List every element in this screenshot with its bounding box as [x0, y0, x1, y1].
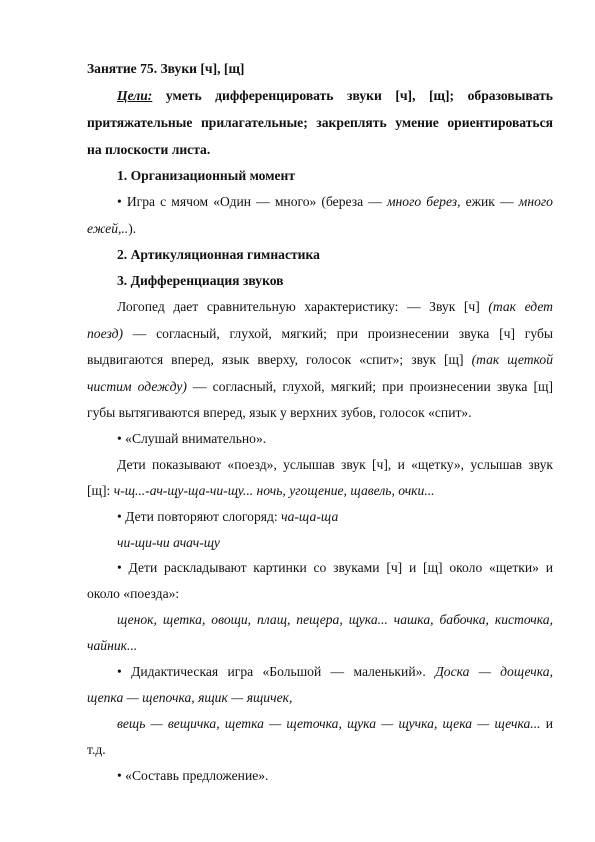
- compose-sentence: • «Составь предложение».: [117, 768, 269, 783]
- goals-line-2: притяжательные прилагательные; закреплять умение ориентироваться: [87, 115, 553, 130]
- words-line-2: чайник...: [87, 638, 138, 653]
- characteristic-line-2: поезд) — согласный, глухой, мягкий; при произнесении звука [ч] губы: [87, 326, 553, 341]
- show-line-1: Дети показывают «поезд», услышав звук [ч], и «щетку», услышав звук: [117, 457, 553, 472]
- goals-label: Цели:: [117, 88, 153, 103]
- goals-line-1: Цели: уметь дифференцировать звуки [ч], [щ]; образовывать: [117, 88, 553, 103]
- lesson-title: Занятие 75. Звуки [ч], [щ]: [87, 61, 245, 76]
- pictures-line-2: около «поезда»:: [87, 586, 180, 601]
- words-line-1: щенок, щетка, овощи, плащ, пещера, щука... чашка, бабочка, кисточка,: [117, 612, 553, 627]
- goals-line-3: на плоскости листа.: [87, 142, 211, 157]
- characteristic-line-5: губы вытягиваются вперед, язык у верхних зубов, голосок «спит».: [87, 405, 472, 420]
- listen-exercise: • «Слушай внимательно».: [117, 431, 267, 446]
- characteristic-line-3: выдвигаются вперед, язык вверху, голосок «спит»; звук [щ] (так щеткой: [87, 352, 553, 367]
- characteristic-line-4: чистим одежду) — согласный, глухой, мягкий; при произнесении звука [щ]: [87, 379, 553, 394]
- syllables-line-2: чи-щи-чи ачач-щу: [117, 535, 220, 550]
- section-1-heading: 1. Организационный момент: [117, 168, 296, 183]
- didactic-game-line-2: щепка — щепочка, ящик — ящичек,: [87, 690, 293, 705]
- ball-game-line-2: ежей,..).: [87, 221, 137, 236]
- show-line-2: [щ]: ч-щ...-ач-щу-ща-чи-щу... ночь, угощение, щавель, очки...: [87, 483, 435, 498]
- didactic-game-line-4: т.д.: [87, 742, 106, 757]
- didactic-game-line-1: • Дидактическая игра «Большой — маленький». Доска — дощечка,: [117, 664, 553, 679]
- repeat-syllables: • Дети повторяют слогоряд: ча-ща-ща: [117, 509, 339, 524]
- ball-game-line-1: • Игра с мячом «Один — много» (береза — много берез, ежик — много: [117, 194, 553, 209]
- characteristic-line-1: Логопед дает сравнительную характеристику: — Звук [ч] (так едет: [117, 299, 553, 314]
- pictures-line-1: • Дети раскладывают картинки со звуками [ч] и [щ] около «щетки» и: [117, 560, 553, 575]
- section-3-heading: 3. Дифференциация звуков: [117, 273, 284, 288]
- section-2-heading: 2. Артикуляционная гимнастика: [117, 247, 320, 262]
- didactic-game-line-3: вещь — вещичка, щетка — щеточка, щука — щучка, щека — щечка... и: [117, 716, 553, 731]
